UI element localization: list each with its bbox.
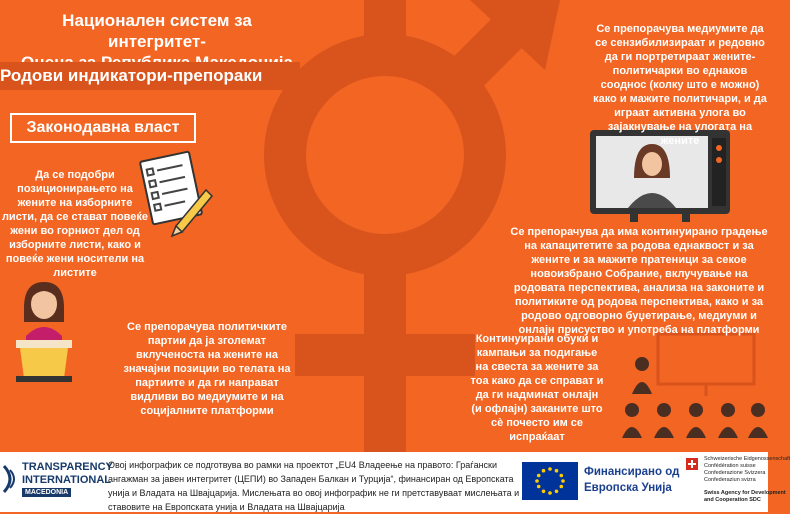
ti-line-1: TRANSPARENCY xyxy=(22,461,113,473)
swiss-flag-icon xyxy=(686,458,698,470)
recommendation-capacity-building: Се препорачува да има континуирано градење на капацитетите за родова еднаквост и за жените и за мажите пратеници за секое новоизбрано Собрание, вклучување на родовата перспектива, анализа на законите и политиките од родова перспектива, како и за родово одговорно буџетирање, медиуми и онлајн присуство и употреба на платформи xyxy=(510,226,768,336)
section-heading: Родови индикатори-препораки xyxy=(0,66,263,85)
recommendation-campaigns: Континуирани обуки и кампањи за подигање на свеста за жените за тоа како да се справат и да ги надминат онлајн (и офлајн) заканите што сè почесто им се испраќаат xyxy=(470,333,604,443)
funded-line-1: Финансирано од xyxy=(584,466,680,478)
sdc-line-1: Swiss Agency for Development xyxy=(704,490,786,496)
swiss-fr: Confédération suisse xyxy=(704,463,756,469)
sdc-text xyxy=(704,490,786,504)
presentation-audience-icon xyxy=(612,330,768,442)
recommendation-candidate-lists: Да се подобри позиционирањето на жените на изборните листи, да се стават повеќе жени во горниот дел од изборните листи, како и повеќе жени носители на листите xyxy=(1,169,149,279)
funded-by-eu xyxy=(584,464,684,496)
funded-line-2: Европска Унија xyxy=(584,482,672,494)
speaker-woman-icon xyxy=(6,278,82,382)
footer xyxy=(0,452,790,512)
eu-flag-icon xyxy=(522,462,578,500)
swiss-confederation-text xyxy=(704,456,790,484)
swiss-de: Schweizerische Eidgenossenschaft xyxy=(704,456,790,462)
swiss-rm: Confederaziun svizra xyxy=(704,477,756,483)
sdc-line-2: and Cooperation SDC xyxy=(704,497,761,503)
disclaimer-text: Овој инфографик се подготвува во рамки на проектот „EU4 Владеење на правото: Граѓански ангажман за јавен интегритет (ЦЕПИ) во Западен Балкан и Турција“, финансиран од Европската унија и Владата на Швајцарија. Мислењата во овој инфографик не ги претставуваат мислењата и ставовите на Европската унија и Владата на Швајцарија xyxy=(108,460,520,512)
ti-mark-icon xyxy=(2,462,18,496)
ti-line-3: MACEDONIA xyxy=(22,488,71,497)
ti-logo xyxy=(2,458,113,504)
recommendation-parties: Се препорачува политичките партии да ја зголемат вклученоста на жените на значајни позиции во телата на партиите и да ги направат видливи во медиумите и на социјалните платформи xyxy=(123,321,291,417)
recommendation-media: Се препорачува медиумите да се сензибилизираат и редовно да ги портретираат жените-политичарки во еднаков сооднос (колку што е можно) како и мажите политичари, и да играат активна улога во зајакнување на улогата на жените xyxy=(593,23,767,147)
swiss-it: Confederazione Svizzera xyxy=(704,470,766,476)
ti-line-2: INTERNATIONAL xyxy=(22,474,112,486)
title-line-1: Национален систем за интегритет- xyxy=(62,11,252,51)
subsection-box: Законодавна власт xyxy=(10,113,196,143)
